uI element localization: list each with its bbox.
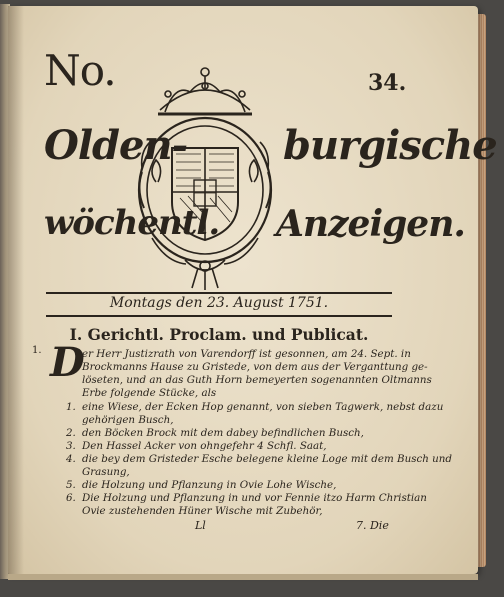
notice-intro-line: er Herr Justizrath von Varendorff ist gesonnen, am 24. Sept. in xyxy=(82,348,411,360)
notice-intro-line: Brockmanns Hause zu Gristede, von dem aus der Verganttung ge- xyxy=(82,361,428,373)
list-item-line: Den Hassel Acker von ohngefehr 4 Schfl. Saat, xyxy=(82,440,327,452)
list-item-number: 6. xyxy=(66,492,76,504)
coat-of-arms-icon xyxy=(130,62,280,292)
list-item-line: Ovie zustehenden Hüner Wische mit Zubehör, xyxy=(82,505,323,517)
list-item-number: 2. xyxy=(66,427,76,439)
issue-number: 34. xyxy=(368,70,407,96)
drop-cap-initial: D xyxy=(50,339,85,386)
title-woechentl: wöchentl. xyxy=(44,203,220,243)
list-item-number: 1. xyxy=(66,401,76,413)
title-oldenburgische-right: burgische xyxy=(283,122,497,169)
gutter-shadow xyxy=(8,6,24,574)
rule-bottom xyxy=(46,315,392,317)
list-item-line: Die Holzung und Pflanzung in und vor Fennie itzo Harm Christian xyxy=(82,492,427,504)
list-item-line: die bey dem Gristeder Esche belegene kleine Loge mit dem Busch und xyxy=(82,453,453,465)
list-item-line: gehörigen Busch, xyxy=(82,414,174,426)
list-item-line: eine Wiese, der Ecken Hop genannt, von sieben Tagwerk, nebst dazu xyxy=(82,401,444,413)
catchword: 7. Die xyxy=(356,519,389,532)
signature-mark: Ll xyxy=(195,519,206,532)
list-item-line: die Holzung und Pflanzung in Ovie Lohe Wische, xyxy=(82,479,337,491)
dateline: Montags den 23. August 1751. xyxy=(109,295,329,311)
notice-intro-line: Erbe folgende Stücke, als xyxy=(82,387,217,399)
notice-number: 1. xyxy=(32,345,42,356)
title-oldenburgische-left: Olden- xyxy=(44,122,188,169)
page-bottom-edge xyxy=(8,574,478,580)
list-item-line: Grasung, xyxy=(82,466,130,478)
section-heading: I. Gerichtl. Proclam. und Publicat. xyxy=(69,325,369,344)
rule-top xyxy=(46,292,392,294)
list-item-line: den Böcken Brock mit dem dabey befindlichen Busch, xyxy=(82,427,364,439)
issue-prefix: No. xyxy=(44,46,116,95)
list-item-number: 5. xyxy=(66,479,76,491)
list-item-number: 3. xyxy=(66,440,76,452)
title-anzeigen: Anzeigen. xyxy=(276,203,465,245)
notice-intro-line: löseten, und an das Guth Horn bemeyerten sogenannten Oltmanns xyxy=(82,374,432,386)
list-item-number: 4. xyxy=(66,453,76,465)
